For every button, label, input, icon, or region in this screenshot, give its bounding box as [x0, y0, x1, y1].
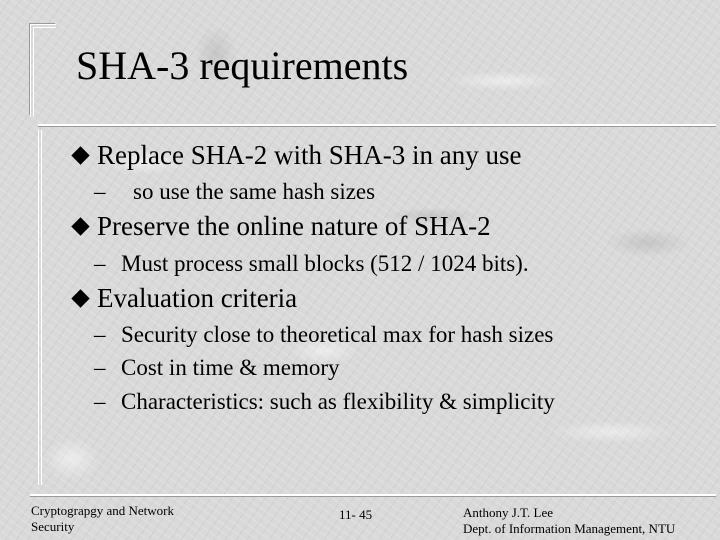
dash-marker: –	[94, 179, 106, 204]
bullet-1-sub-1: so use the same hash sizes	[133, 179, 376, 204]
footer-page-number: 11- 45	[339, 507, 373, 522]
bullet-3-sub-3: Characteristics: such as flexibility & simplicity	[121, 389, 555, 414]
slide-title: SHA-3 requirements	[76, 43, 409, 88]
bullet-3	[68, 285, 297, 312]
diamond-bullet-icon	[71, 147, 89, 165]
dash-marker: –	[94, 389, 106, 414]
bullet-3-text: Evaluation criteria	[97, 283, 298, 313]
dash-marker: –	[94, 251, 106, 276]
bullet-2-sub-1: Must process small blocks (512 / 1024 bits).	[121, 251, 529, 276]
footer-divider	[30, 494, 716, 497]
diamond-bullet-icon	[71, 218, 89, 236]
footer-author	[463, 505, 675, 537]
diamond-bullet-icon	[71, 290, 89, 308]
body-frame-decoration	[38, 130, 52, 485]
footer-course-line-2: Security	[31, 519, 75, 534]
footer-course	[31, 503, 174, 535]
bullet-1-text: Replace SHA-2 with SHA-3 in any use	[97, 140, 522, 170]
footer-course-line-1: Cryptograpgy and Network	[31, 503, 174, 518]
title-divider	[38, 124, 716, 127]
bullet-3-sub-2: Cost in time & memory	[121, 355, 340, 380]
footer-author-line-1: Anthony J.T. Lee	[463, 505, 554, 520]
bullet-3-sub-1: Security close to theoretical max for hash sizes	[121, 322, 554, 347]
bullet-2-text: Preserve the online nature of SHA-2	[97, 211, 491, 241]
bullet-2	[68, 213, 491, 240]
footer-author-line-2: Dept. of Information Management, NTU	[463, 521, 676, 536]
dash-marker: –	[94, 355, 106, 380]
bullet-1	[68, 142, 521, 169]
dash-marker: –	[94, 322, 106, 347]
title-frame-decoration	[30, 24, 56, 116]
